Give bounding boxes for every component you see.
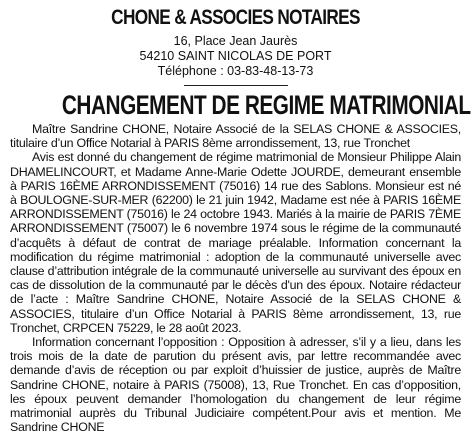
address-phone: Téléphone : 03-83-48-13-73: [157, 64, 314, 78]
address-city: 54210 SAINT NICOLAS DE PORT: [139, 49, 332, 63]
separator-rule: [184, 85, 288, 86]
paragraph-opposition: Information concernant l’opposition : Opposition à adresser, s’il y a lieu, dans les trois mois de la date de parution du présent avis, par lettre recommandée avec demande d’avis de réception ou par exploit d’huissier de justice, auprès de Maître Sandrine CHONE, notaire à PARIS (75008), 13, Rue Tronchet. En cas d’opposition, les époux peuvent demander l’homologation du changement de leur régime matrimonial auprès du Tribunal Judiciaire compétent.Pour avis et mention. Me Sandrine CHONE: [10, 335, 461, 434]
office-name: CHONE & ASSOCIES NOTAIRES: [111, 6, 360, 29]
office-address: [10, 34, 461, 79]
paragraph-announcement: Avis est donné du changement de régime matrimonial de Monsieur Philippe Alain DHAMELINCOURT, et Madame Anne-Marie Odette JOURDE, demeurant ensemble à PARIS 16ÈME ARRONDISSEMENT (75016) 14 rue des Sablons. Monsieur est né à BOULOGNE-SUR-MER (62200) le 21 juin 1942, Madame est née à PARIS 16ÈME ARRONDISSEMENT (75016) le 24 octobre 1943. Mariés à la mairie de PARIS 7ÈME ARRONDISSEMENT (75007) le 6 novembre 1974 sous le régime de la communauté d’acquêts à défaut de contrat de mariage préalable. Information concernant la modification du régime matrimonial : adoption de la communauté universelle avec clause d’attribution intégrale de la communauté universelle au survivant des époux en cas de dissolution de la communauté par le décès d'un des époux. Notaire rédacteur de l’acte : Maître Sandrine CHONE, Notaire Associé de la SELAS CHONE & ASSOCIES, titulaire d’un Office Notarial à PARIS 8ème arrondissement, 13, rue Tronchet, CRPCEN 75229, le 28 août 2023.: [10, 150, 461, 335]
paragraph-notary: Maître Sandrine CHONE, Notaire Associé de la SELAS CHONE & ASSOCIES, titulaire d’un Office Notarial à PARIS 8ème arrondissement, 13, rue Tronchet: [10, 122, 461, 151]
notice-title: CHANGEMENT DE REGIME MATRIMONIAL: [61, 90, 471, 120]
address-street: 16, Place Jean Jaurès: [173, 34, 298, 48]
notice-body: [10, 122, 461, 434]
